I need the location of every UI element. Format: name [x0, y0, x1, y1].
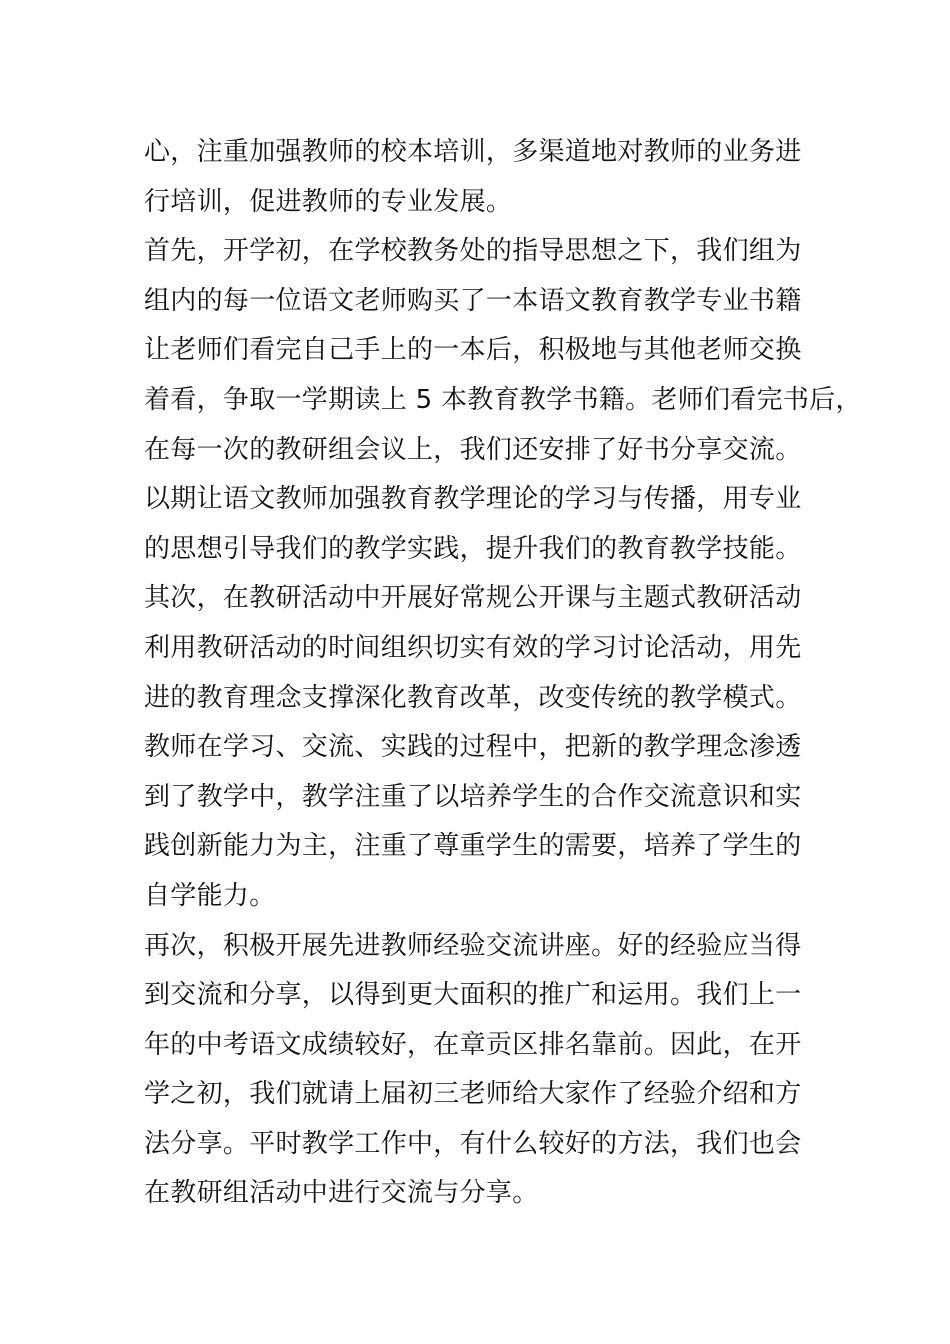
- text-line: 进的教育理念支撑深化教育改革，改变传统的教学模式。: [144, 682, 802, 713]
- text-line: 其次，在教研活动中开展好常规公开课与主题式教研活动: [144, 583, 802, 614]
- text-line: 以期让语文教师加强教育教学理论的学习与传播，用专业: [144, 484, 802, 515]
- text-line: 教师在学习、交流、实践的过程中，把新的教学理念渗透: [144, 732, 802, 763]
- text-line: 自学能力。: [144, 880, 276, 911]
- text-line: 践创新能力为主，注重了尊重学生的需要，培养了学生的: [144, 831, 802, 862]
- text-line: 学之初，我们就请上届初三老师给大家作了经验介绍和方: [144, 1079, 802, 1110]
- text-line: 让老师们看完自己手上的一本后，积极地与其他老师交换: [144, 335, 802, 366]
- text-line: 法分享。平时教学工作中，有什么较好的方法，我们也会: [144, 1128, 802, 1159]
- text-line: 再次，积极开展先进教师经验交流讲座。好的经验应当得: [144, 930, 802, 961]
- text-line: 着看，争取一学期读上 5 本教育教学书籍。老师们看完书后，: [144, 384, 862, 415]
- text-line: 利用教研活动的时间组织切实有效的学习讨论活动，用先: [144, 632, 802, 663]
- text-line: 在每一次的教研组会议上，我们还安排了好书分享交流。: [144, 434, 802, 465]
- text-line: 到交流和分享，以得到更大面积的推广和运用。我们上一: [144, 980, 802, 1011]
- text-line: 行培训，促进教师的专业发展。: [144, 186, 513, 217]
- document-body: [144, 128, 862, 1219]
- text-line: 年的中考语文成绩较好，在章贡区排名靠前。因此，在开: [144, 1029, 802, 1060]
- text-line: 组内的每一位语文老师购买了一本语文教育教学专业书籍: [144, 285, 802, 316]
- text-line: 在教研组活动中进行交流与分享。: [144, 1178, 539, 1209]
- text-line: 到了教学中，教学注重了以培养学生的合作交流意识和实: [144, 781, 802, 812]
- text-line: 首先，开学初，在学校教务处的指导思想之下，我们组为: [144, 236, 802, 267]
- text-line: 心，注重加强教师的校本培训，多渠道地对教师的业务进: [144, 137, 802, 167]
- text-line: 的思想引导我们的教学实践，提升我们的教育教学技能。: [144, 533, 802, 564]
